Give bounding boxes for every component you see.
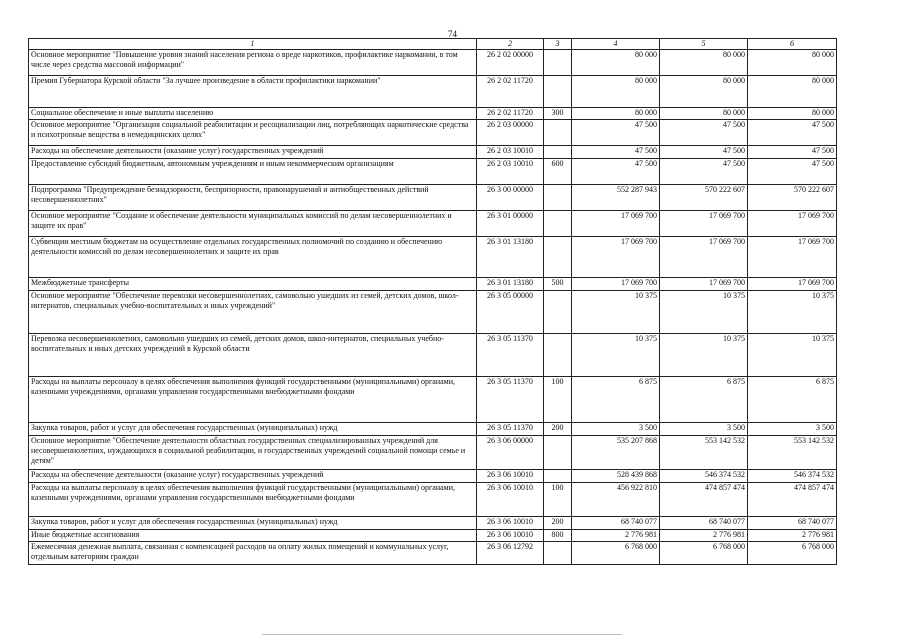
amount-col-5: 2 776 981 [660, 530, 748, 542]
item-code: 26 2 02 00000 [477, 50, 544, 76]
table-row [29, 159, 837, 185]
table-row [29, 278, 837, 291]
expense-type: 300 [544, 108, 572, 120]
item-code: 26 2 03 10010 [477, 146, 544, 159]
item-name: Основное мероприятие "Создание и обеспечение деятельности муниципальных комиссий по делам несовершеннолетних и защите их прав" [29, 211, 477, 237]
item-code: 26 3 05 11370 [477, 423, 544, 436]
amount-col-6: 80 000 [748, 76, 837, 108]
item-code: 26 3 05 11370 [477, 377, 544, 423]
table-header-row [29, 39, 837, 50]
amount-col-4: 47 500 [572, 146, 660, 159]
expense-type [544, 185, 572, 211]
amount-col-6: 6 768 000 [748, 542, 837, 565]
table-row [29, 108, 837, 120]
column-header: 4 [572, 39, 660, 50]
item-name: Основное мероприятие "Обеспечение деятельности областных государственных специализированных учреждений для несовершеннолетних, нуждающихся в социальной реабилитации, и государственных учреждений социальной помощи семье и детям" [29, 436, 477, 470]
budget-table [28, 38, 837, 565]
item-name: Ежемесячная денежная выплата, связанная с компенсацией расходов на оплату жилых помещений и коммунальных услуг, отдельным категориям граждан [29, 542, 477, 565]
item-name: Расходы на обеспечение деятельности (оказание услуг) государственных учреждений [29, 470, 477, 483]
item-name: Социальное обеспечение и иные выплаты населению [29, 108, 477, 120]
table-row [29, 483, 837, 517]
item-code: 26 3 06 10010 [477, 530, 544, 542]
amount-col-4: 10 375 [572, 291, 660, 334]
amount-col-5: 570 222 607 [660, 185, 748, 211]
expense-type [544, 542, 572, 565]
amount-col-4: 17 069 700 [572, 237, 660, 278]
amount-col-5: 80 000 [660, 76, 748, 108]
amount-col-4: 6 768 000 [572, 542, 660, 565]
item-code: 26 3 06 10010 [477, 483, 544, 517]
item-name: Премия Губернатора Курской области "За лучшее произведение в области профилактики наркомании" [29, 76, 477, 108]
amount-col-6: 17 069 700 [748, 278, 837, 291]
amount-col-5: 80 000 [660, 108, 748, 120]
amount-col-5: 47 500 [660, 120, 748, 146]
item-name: Субвенции местным бюджетам на осуществление отдельных государственных полномочий по созданию и обеспечению деятельности комиссий по делам несовершеннолетних и защите их прав [29, 237, 477, 278]
table-row [29, 211, 837, 237]
expense-type [544, 334, 572, 377]
table-row [29, 423, 837, 436]
table-row [29, 470, 837, 483]
expense-type: 100 [544, 483, 572, 517]
amount-col-6: 10 375 [748, 291, 837, 334]
table-row [29, 530, 837, 542]
item-code: 26 3 06 10010 [477, 470, 544, 483]
amount-col-5: 6 768 000 [660, 542, 748, 565]
expense-type: 100 [544, 377, 572, 423]
amount-col-6: 553 142 532 [748, 436, 837, 470]
amount-col-4: 3 500 [572, 423, 660, 436]
amount-col-5: 47 500 [660, 146, 748, 159]
column-header: 1 [29, 39, 477, 50]
item-code: 26 3 05 00000 [477, 291, 544, 334]
amount-col-4: 2 776 981 [572, 530, 660, 542]
amount-col-5: 17 069 700 [660, 237, 748, 278]
item-code: 26 3 01 00000 [477, 211, 544, 237]
table-row [29, 377, 837, 423]
table-row [29, 120, 837, 146]
amount-col-4: 10 375 [572, 334, 660, 377]
amount-col-5: 553 142 532 [660, 436, 748, 470]
item-name: Основное мероприятие "Организация социальной реабилитации и ресоциализации лиц, потребляющих наркотические средства и психотропные вещества в немедицинских целях" [29, 120, 477, 146]
page-number: 74 [448, 29, 457, 39]
amount-col-4: 456 922 810 [572, 483, 660, 517]
amount-col-6: 17 069 700 [748, 211, 837, 237]
expense-type [544, 146, 572, 159]
amount-col-6: 10 375 [748, 334, 837, 377]
item-code: 26 2 03 10010 [477, 159, 544, 185]
item-code: 26 3 01 13180 [477, 237, 544, 278]
table-row [29, 542, 837, 565]
expense-type: 200 [544, 423, 572, 436]
expense-type [544, 436, 572, 470]
item-code: 26 3 06 12792 [477, 542, 544, 565]
amount-col-4: 47 500 [572, 159, 660, 185]
item-name: Основное мероприятие "Повышение уровня знаний населения региона о вреде наркотиков, профилактике наркомании, в том числе через средства массовой информации" [29, 50, 477, 76]
column-header: 5 [660, 39, 748, 50]
amount-col-4: 47 500 [572, 120, 660, 146]
amount-col-4: 6 875 [572, 377, 660, 423]
table-row [29, 291, 837, 334]
table-row [29, 334, 837, 377]
amount-col-6: 47 500 [748, 159, 837, 185]
amount-col-6: 474 857 474 [748, 483, 837, 517]
amount-col-5: 10 375 [660, 334, 748, 377]
item-code: 26 2 03 00000 [477, 120, 544, 146]
item-name: Расходы на выплаты персоналу в целях обеспечения выполнения функций государственными (муниципальными) органами, казенными учреждениями, органами управления государственными внебюджетными фондами [29, 377, 477, 423]
table-row [29, 76, 837, 108]
item-name: Межбюджетные трансферты [29, 278, 477, 291]
item-name: Основное мероприятие "Обеспечение перевозки несовершеннолетних, самовольно ушедших из семей, детских домов, школ-интернатов, специальных учебно-воспитательных и иных учреждений" [29, 291, 477, 334]
item-name: Иные бюджетные ассигнования [29, 530, 477, 542]
amount-col-5: 10 375 [660, 291, 748, 334]
expense-type: 800 [544, 530, 572, 542]
expense-type: 200 [544, 517, 572, 530]
amount-col-4: 528 439 868 [572, 470, 660, 483]
expense-type: 500 [544, 278, 572, 291]
item-name: Предоставление субсидий бюджетным, автономным учреждениям и иным некоммерческим организациям [29, 159, 477, 185]
amount-col-4: 80 000 [572, 108, 660, 120]
amount-col-6: 17 069 700 [748, 237, 837, 278]
amount-col-5: 474 857 474 [660, 483, 748, 517]
table-row [29, 436, 837, 470]
table-row [29, 237, 837, 278]
column-header: 6 [748, 39, 837, 50]
item-name: Закупка товаров, работ и услуг для обеспечения государственных (муниципальных) нужд [29, 423, 477, 436]
page-bottom-divider [262, 634, 622, 635]
amount-col-5: 68 740 077 [660, 517, 748, 530]
item-name: Перевозка несовершеннолетних, самовольно ушедших из семей, детских домов, школ-интернатов, специальных учебно-воспитательных и иных детских учреждений в Курской области [29, 334, 477, 377]
item-code: 26 3 06 00000 [477, 436, 544, 470]
table-row [29, 146, 837, 159]
amount-col-6: 80 000 [748, 108, 837, 120]
amount-col-5: 17 069 700 [660, 211, 748, 237]
expense-type [544, 470, 572, 483]
item-code: 26 3 01 13180 [477, 278, 544, 291]
column-header: 2 [477, 39, 544, 50]
amount-col-6: 6 875 [748, 377, 837, 423]
item-name: Закупка товаров, работ и услуг для обеспечения государственных (муниципальных) нужд [29, 517, 477, 530]
amount-col-4: 17 069 700 [572, 211, 660, 237]
amount-col-4: 17 069 700 [572, 278, 660, 291]
amount-col-5: 546 374 532 [660, 470, 748, 483]
amount-col-6: 47 500 [748, 120, 837, 146]
expense-type [544, 237, 572, 278]
item-name: Подпрограмма "Предупреждение безнадзорности, беспризорности, правонарушений и антиобщественных действий несовершеннолетних" [29, 185, 477, 211]
expense-type [544, 76, 572, 108]
table-row [29, 50, 837, 76]
table-row [29, 517, 837, 530]
amount-col-5: 47 500 [660, 159, 748, 185]
amount-col-6: 68 740 077 [748, 517, 837, 530]
amount-col-6: 3 500 [748, 423, 837, 436]
expense-type [544, 50, 572, 76]
item-name: Расходы на выплаты персоналу в целях обеспечения выполнения функций государственными (муниципальными) органами, казенными учреждениями, органами управления государственными внебюджетными фондами [29, 483, 477, 517]
amount-col-5: 80 000 [660, 50, 748, 76]
item-code: 26 3 00 00000 [477, 185, 544, 211]
amount-col-5: 3 500 [660, 423, 748, 436]
amount-col-6: 546 374 532 [748, 470, 837, 483]
amount-col-6: 570 222 607 [748, 185, 837, 211]
amount-col-4: 535 207 868 [572, 436, 660, 470]
amount-col-4: 80 000 [572, 76, 660, 108]
amount-col-6: 80 000 [748, 50, 837, 76]
expense-type [544, 120, 572, 146]
item-name: Расходы на обеспечение деятельности (оказание услуг) государственных учреждений [29, 146, 477, 159]
expense-type [544, 291, 572, 334]
amount-col-4: 552 287 943 [572, 185, 660, 211]
amount-col-6: 2 776 981 [748, 530, 837, 542]
item-code: 26 3 05 11370 [477, 334, 544, 377]
item-code: 26 3 06 10010 [477, 517, 544, 530]
table-row [29, 185, 837, 211]
item-code: 26 2 02 11720 [477, 108, 544, 120]
amount-col-4: 68 740 077 [572, 517, 660, 530]
amount-col-5: 17 069 700 [660, 278, 748, 291]
amount-col-4: 80 000 [572, 50, 660, 76]
expense-type [544, 211, 572, 237]
amount-col-6: 47 500 [748, 146, 837, 159]
expense-type: 600 [544, 159, 572, 185]
column-header: 3 [544, 39, 572, 50]
item-code: 26 2 02 11720 [477, 76, 544, 108]
amount-col-5: 6 875 [660, 377, 748, 423]
